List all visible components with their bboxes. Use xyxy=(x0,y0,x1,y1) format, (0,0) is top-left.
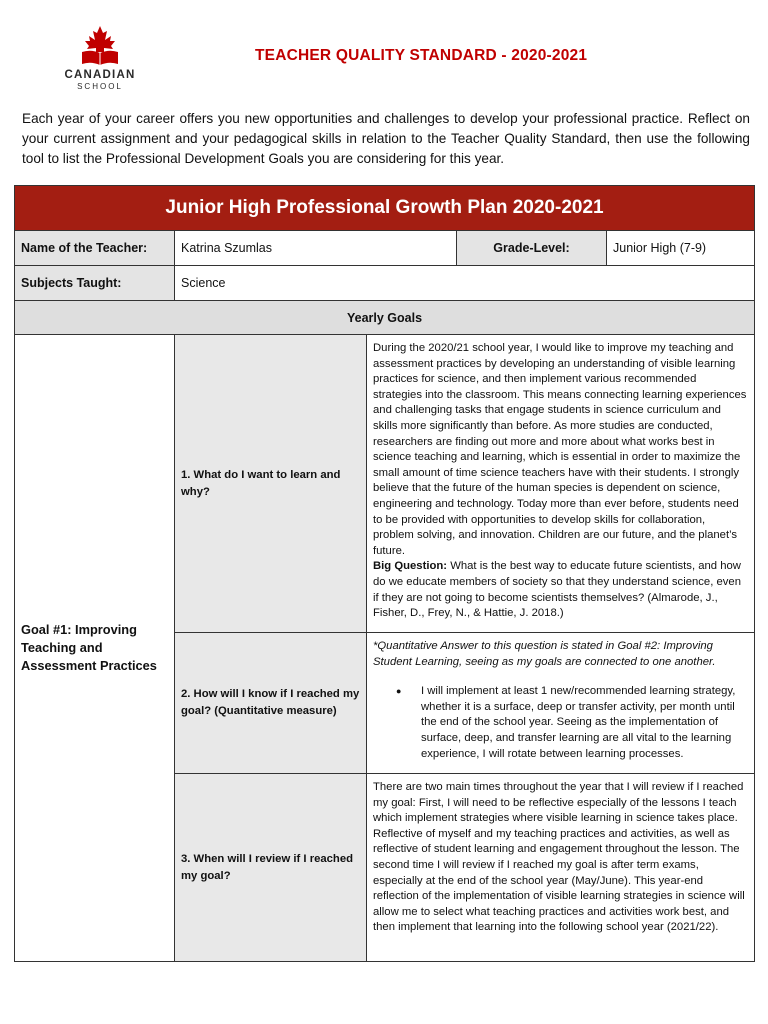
teacher-value: Katrina Szumlas xyxy=(175,231,457,266)
question-3: 3. When will I review if I reached my goal? xyxy=(175,774,367,962)
answer-2-list xyxy=(373,684,748,762)
teacher-row xyxy=(15,231,755,266)
school-logo xyxy=(58,22,142,92)
big-question-label: Big Question: xyxy=(373,560,448,573)
question-2: 2. How will I know if I reached my goal? (Quantitative measure) xyxy=(175,633,367,774)
question-1: 1. What do I want to learn and why? xyxy=(175,335,367,633)
intro-paragraph: Each year of your career offers you new opportunities and challenges to develop your professional practice. Reflect on your current assignment and your pedagogical skills in relation to the Teacher Quality Standard, then use the following tool to list the Professional Development Goals you are considering for this year. xyxy=(22,111,750,166)
answer-1 xyxy=(367,335,755,633)
yearly-goals-heading: Yearly Goals xyxy=(15,301,755,335)
big-question-text: What is the best way to educate future scientists, and how do we educate members of society so that they understand science, even if they are not going to become scientists themselves? (Almarode, J., Fisher, D., Frey, N., & Hattie, J. 2018.) xyxy=(373,560,741,620)
answer-1-text: During the 2020/21 school year, I would like to improve my teaching and assessment practices by developing an understanding of visible learning practices for science, and then implement various recommended strategies into the classroom. This means connecting learning experiences and challenging tasks that engage students in science curriculum and skills more significantly than before. As more studies are conducted, researchers are finding out more and more about what works best in science teaching and learning, which is essential in order to maximize the small amount of time science teachers have with their students. I strongly believe that the future of the human species is dependent on science, engineering and technology. Today more than ever before, students need to be provided with opportunities to develop skills for collaboration, problem solving, and innovation. Children are our future, and the planet’s future. xyxy=(373,342,747,557)
teacher-label: Name of the Teacher: xyxy=(15,231,175,266)
plan-banner xyxy=(15,186,755,231)
grade-label: Grade-Level: xyxy=(457,231,607,266)
answer-2 xyxy=(367,633,755,774)
yearly-goals-row xyxy=(15,301,755,335)
grade-value: Junior High (7-9) xyxy=(607,231,755,266)
answer-2-note: *Quantitative Answer to this question is stated in Goal #2: Improving Student Learning, seeing as my goals are connected to one another. xyxy=(373,640,716,668)
logo-name: CANADIAN xyxy=(64,69,136,81)
page-title: TEACHER QUALITY STANDARD - 2020-2021 xyxy=(255,47,588,64)
answer-2-bullet: ● I will implement at least 1 new/recommended learning strategy, whether it is a surface, deep or transfer activity, per month until the end of the school year. Seeing as the implementation of surface, deep, and transfer learning are all vital to the learning experience, I will rotate between learning processes. xyxy=(421,684,748,762)
maple-leaf-book-icon xyxy=(58,22,142,70)
goal-row-q1 xyxy=(15,335,755,633)
subjects-label: Subjects Taught: xyxy=(15,266,175,301)
goal-1-label: Goal #1: Improving Teaching and Assessment Practices xyxy=(15,335,175,962)
logo-subtitle: SCHOOL xyxy=(77,82,123,91)
growth-plan-table xyxy=(14,185,755,962)
subjects-value: Science xyxy=(175,266,755,301)
plan-heading: Junior High Professional Growth Plan 2020-2021 xyxy=(15,186,755,231)
answer-3: There are two main times throughout the year that I will review if I reached my goal: First, I will need to be reflective especially of the lessons I teach which implement strategies where visible learning in science takes place. Reflective of myself and my teaching practices and activities, as well as reflective of student learning and engagement throughout the lesson. The second time I will review if I reached my goal is after term exams, especially at the end of the school year (May/June). This year-end reflection of the implementation of visible learning strategies in science will allow me to select what teaching practices and activities work best, and then implement that learning into the following school year (2021/22). xyxy=(367,774,755,962)
subjects-row xyxy=(15,266,755,301)
answer-1-big-question xyxy=(373,559,748,621)
